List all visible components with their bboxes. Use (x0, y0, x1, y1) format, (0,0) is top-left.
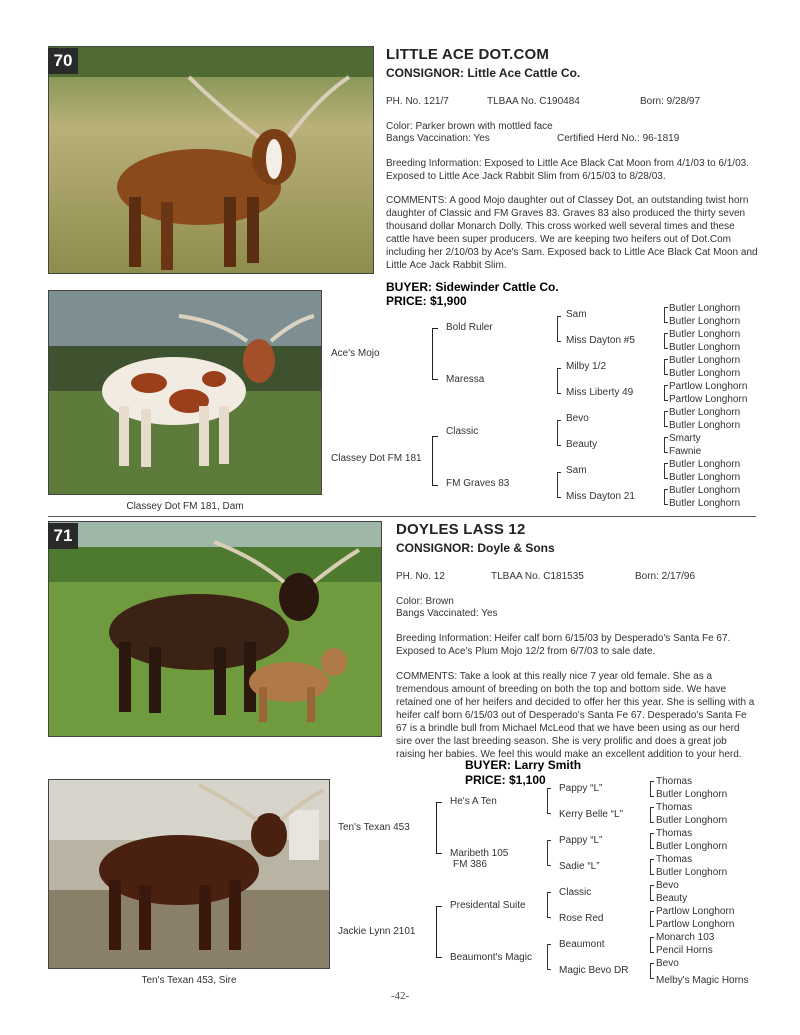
pedigree-sire: Ten's Texan 453 (338, 822, 410, 833)
pedigree-bracket (664, 307, 668, 323)
pedigree-gen4: Butler Longhorn (669, 498, 741, 509)
pedigree-bracket (432, 328, 438, 380)
tlbaa-number: TLBAA No. C190484 (487, 96, 580, 107)
pedigree-gen4: Melby's Magic Horns (656, 975, 749, 986)
consignor: CONSIGNOR: Little Ace Cattle Co. (386, 66, 581, 80)
pedigree-gen3: Beauty (566, 439, 598, 450)
pedigree-gen3: Bevo (566, 413, 589, 424)
pedigree-gen4: Bevo (656, 880, 679, 891)
pedigree-gen3: Pappy “L” (559, 783, 603, 794)
price: PRICE: $1,900 (386, 294, 467, 308)
pedigree-gen4: Butler Longhorn (669, 316, 741, 327)
pedigree-gen4: Butler Longhorn (669, 303, 741, 314)
pedigree-gen4: Thomas (656, 854, 693, 865)
comments: COMMENTS: Take a look at this really nice 7 year old female. She as a tremendous amount of breeding on both the top and bottom side. We have retained one of her heifers and decided to offer her this year. She is selling with a heifer calf born 6/15/03 out of Desperado's Santa Fe 67. Desperado's Santa Fe 67 is a brindle bull from Michael McLeod that we have been using as our herd sire over the last breeding season. She is very prolific and does a great job raising her babies. We feel this would make an excellent addition to your herd. (396, 671, 755, 760)
buyer: BUYER: Larry Smith (465, 758, 582, 772)
pedigree-gen3: Rose Red (559, 913, 604, 924)
pedigree-bracket (650, 781, 654, 797)
pedigree-gen4: Monarch 103 (656, 932, 715, 943)
pedigree-gen3: Miss Dayton 21 (566, 491, 635, 502)
pedigree-gen4: Thomas (656, 776, 693, 787)
section-divider (48, 516, 756, 517)
pedigree-bracket (436, 802, 442, 854)
breeding-info: Breeding Information: Exposed to Little Ace Black Cat Moon from 4/1/03 to 6/1/03. Exposed to Little Ace Jack Rabbit Slim from 6/15/03 to 8/28/03. (386, 158, 749, 182)
pedigree-bracket (557, 472, 561, 498)
pedigree-bracket (436, 906, 442, 958)
pedigree-gen4: Bevo (656, 958, 679, 969)
pedigree-gen4: Thomas (656, 828, 693, 839)
pedigree-bracket (650, 911, 654, 927)
buyer: BUYER: Sidewinder Cattle Co. (386, 280, 559, 294)
pedigree-gen4: Fawnie (669, 446, 702, 457)
pedigree-gen3: Sam (566, 309, 587, 320)
pedigree-bracket (557, 420, 561, 446)
pedigree-gen4: Smarty (669, 433, 701, 444)
pedigree-bracket (432, 436, 438, 486)
pedigree-bracket (547, 944, 551, 970)
pedigree-bracket (547, 840, 551, 866)
pedigree-gen4: Partlow Longhorn (669, 381, 748, 392)
pedigree-gen4: Butler Longhorn (669, 459, 741, 470)
pedigree-bracket (650, 963, 654, 979)
certified-herd: Certified Herd No.: 96-1819 (557, 133, 680, 144)
pedigree-bracket (547, 892, 551, 918)
pedigree-gen4: Beauty (656, 893, 688, 904)
dam-photo-caption: Classey Dot FM 181, Dam (126, 501, 244, 512)
pedigree-gen2: Bold Ruler (446, 322, 493, 333)
lot-number-badge: 71 (48, 523, 78, 549)
pedigree-gen3: Sam (566, 465, 587, 476)
pedigree-gen4: Butler Longhorn (669, 472, 741, 483)
pedigree-sire: Ace's Mojo (331, 348, 380, 359)
pedigree-gen2: Beaumont's Magic (450, 952, 532, 963)
pedigree-gen3: Milby 1/2 (566, 361, 607, 372)
pedigree-gen4: Butler Longhorn (669, 407, 741, 418)
pedigree-gen3: Classic (559, 887, 592, 898)
pedigree-gen2: Classic (446, 426, 479, 437)
pedigree-gen3: Kerry Belle “L” (559, 809, 623, 820)
pedigree-bracket (664, 385, 668, 401)
pedigree-gen4: Thomas (656, 802, 693, 813)
consignor: CONSIGNOR: Doyle & Sons (396, 541, 555, 555)
pedigree-gen3: Miss Liberty 49 (566, 387, 634, 398)
pedigree-dam: Classey Dot FM 181 (331, 453, 422, 464)
color: Color: Parker brown with mottled face (386, 121, 553, 132)
pedigree-gen2: Maribeth 105 (450, 848, 509, 859)
pedigree-gen4: Butler Longhorn (656, 867, 728, 878)
born-date: Born: 2/17/96 (635, 571, 696, 582)
pedigree-gen4: Butler Longhorn (656, 841, 728, 852)
breeding-info: Breeding Information: Heifer calf born 6/15/03 by Desperado's Santa Fe 67. Exposed to Ace's Plum Mojo 12/2 from 6/7/03 to sale date. (396, 633, 731, 657)
lot-71-cow-photo (48, 521, 382, 737)
pedigree-bracket (650, 937, 654, 953)
pedigree-bracket (547, 788, 551, 814)
pedigree-gen4: Pencil Horns (656, 945, 713, 956)
lot-title: LITTLE ACE DOT.COM (386, 46, 550, 63)
page-number: -42- (390, 990, 410, 1002)
sire-photo-caption: Ten's Texan 453, Sire (141, 975, 237, 986)
pedigree-gen2: Maressa (446, 374, 485, 385)
pedigree-bracket (664, 463, 668, 479)
pedigree-gen4: Butler Longhorn (669, 355, 741, 366)
dam-photo (48, 290, 322, 495)
color: Color: Brown (396, 596, 454, 607)
pedigree-gen2: Presidental Suite (450, 900, 526, 911)
pedigree-gen4: Partlow Longhorn (656, 919, 735, 930)
pedigree-gen3: Miss Dayton #5 (566, 335, 635, 346)
price: PRICE: $1,100 (465, 773, 546, 787)
pedigree-bracket (664, 333, 668, 349)
pedigree-bracket (557, 368, 561, 394)
pedigree-gen3: Sadie “L” (559, 861, 600, 872)
pedigree-bracket (650, 859, 654, 875)
lot-70-cow-photo (48, 46, 374, 274)
comments: COMMENTS: A good Mojo daughter out of Classey Dot, an outstanding twist horn daughter of Classic and FM Graves 83. Graves 83 also produced the thirty seven thousand dollar Monarch Dolly. This cross worked well several times and these cattle have been super producers. We are keeping two heifers out of Dot.Com including her 2/10/03 by Ace's Sam. Exposed back to Little Ace Black Cat Moon and Little Ace Jack Rabbit Slim. (386, 195, 758, 271)
lot-title: DOYLES LASS 12 (396, 521, 526, 538)
pedigree-bracket (664, 359, 668, 375)
pedigree-bracket (664, 437, 668, 453)
pedigree-dam: Jackie Lynn 2101 (338, 926, 416, 937)
pedigree-gen4: Butler Longhorn (669, 368, 741, 379)
pedigree-gen2: He's A Ten (450, 796, 497, 807)
ph-number: PH. No. 12 (396, 571, 445, 582)
born-date: Born: 9/28/97 (640, 96, 701, 107)
pedigree-bracket (650, 885, 654, 901)
pedigree-bracket (650, 807, 654, 823)
pedigree-gen4: Partlow Longhorn (669, 394, 748, 405)
pedigree-gen3: Beaumont (559, 939, 605, 950)
ph-number: PH. No. 121/7 (386, 96, 449, 107)
pedigree-gen4: Butler Longhorn (669, 420, 741, 431)
pedigree-gen3: Pappy “L” (559, 835, 603, 846)
lot-number-badge: 70 (48, 48, 78, 74)
pedigree-gen2: FM 386 (453, 859, 487, 870)
pedigree-bracket (664, 411, 668, 427)
pedigree-gen3: Magic Bevo DR (559, 965, 629, 976)
tlbaa-number: TLBAA No. C181535 (491, 571, 584, 582)
pedigree-gen4: Butler Longhorn (656, 789, 728, 800)
pedigree-bracket (557, 316, 561, 342)
pedigree-gen4: Butler Longhorn (669, 329, 741, 340)
bangs-vaccination: Bangs Vaccinated: Yes (396, 608, 498, 619)
pedigree-bracket (650, 833, 654, 849)
bangs-vaccination: Bangs Vaccination: Yes (386, 133, 490, 144)
pedigree-gen4: Butler Longhorn (669, 342, 741, 353)
sire-photo (48, 779, 330, 969)
pedigree-gen2: FM Graves 83 (446, 478, 510, 489)
pedigree-gen4: Butler Longhorn (669, 485, 741, 496)
pedigree-bracket (664, 489, 668, 505)
pedigree-gen4: Partlow Longhorn (656, 906, 735, 917)
pedigree-gen4: Butler Longhorn (656, 815, 728, 826)
